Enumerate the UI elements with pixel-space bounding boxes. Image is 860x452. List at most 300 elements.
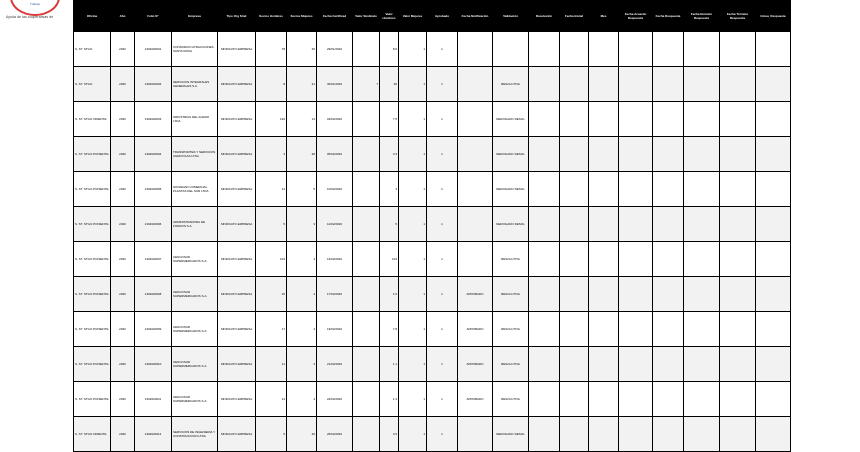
logo-caption: Ayuda de las cooperativas de: [6, 15, 54, 19]
cell-resol: [529, 207, 560, 242]
cell-folio: 1302020011: [135, 382, 172, 417]
cell-notif: [458, 207, 493, 242]
cell-folio: 1302020009: [135, 312, 172, 347]
cell-empty: [589, 102, 619, 137]
cell-valid: RESOLUTIVA: [493, 347, 529, 382]
column-header[interactable]: Fecha Acuerdo Respuesta: [619, 1, 653, 32]
cell-valor: [353, 312, 380, 347]
cell-empty: [756, 312, 791, 347]
cell-empty: [684, 242, 720, 277]
cell-folio: 1302020007: [135, 242, 172, 277]
cell-aprobado: 1: [427, 242, 458, 277]
cell-resol: [529, 347, 560, 382]
cell-vmujeres: 1: [399, 242, 427, 277]
cell-oficina: S. ST. STGO ORIENTE: [74, 417, 111, 452]
cell-empty: [619, 32, 653, 67]
cell-vhombres: 3.3: [380, 137, 399, 172]
cell-vhombres: 7.8: [380, 312, 399, 347]
cell-vmujeres: 1: [399, 417, 427, 452]
cell-aprobado: 1: [427, 382, 458, 417]
cell-empty: [619, 67, 653, 102]
cell-mujeres: 30: [287, 32, 317, 67]
cell-valid: DEROGADO RESOL: [493, 137, 529, 172]
cell-tipo: SINDICATO EMPRESA: [218, 277, 256, 312]
cell-empty: [720, 102, 756, 137]
cell-empty: [619, 277, 653, 312]
cell-empty: [653, 137, 684, 172]
cell-empty: [684, 207, 720, 242]
cell-empty: [653, 277, 684, 312]
cell-mujeres: 14: [287, 102, 317, 137]
cell-vhombres: 4.5: [380, 417, 399, 452]
cell-anio: 2020: [111, 417, 135, 452]
cell-empty: [589, 137, 619, 172]
cell-empty: [684, 67, 720, 102]
cell-empty: [589, 417, 619, 452]
cell-hombres: 5: [256, 207, 287, 242]
cell-empty: [560, 277, 589, 312]
cell-empty: [756, 172, 791, 207]
cell-mujeres: 5: [287, 172, 317, 207]
cell-empresa: ADMINISTRADORA DE FONDOS S.A.: [172, 207, 218, 242]
cell-empty: [653, 417, 684, 452]
cell-empty: [756, 137, 791, 172]
column-header[interactable]: Validación: [493, 1, 529, 32]
cell-folio: 1302020002: [135, 67, 172, 102]
cell-resol: [529, 137, 560, 172]
cell-empty: [720, 417, 756, 452]
cell-empty: [756, 102, 791, 137]
cell-empty: [756, 347, 791, 382]
cell-empty: [720, 312, 756, 347]
cell-resol: [529, 102, 560, 137]
cell-valid: RESOLUTIVA: [493, 382, 529, 417]
cell-aprobado: 1: [427, 312, 458, 347]
cell-tipo: SINDICATO EMPRESA: [218, 67, 256, 102]
institution-logo: [0, 0, 75, 22]
cell-folio: 1302020005: [135, 172, 172, 207]
cell-empty: [589, 32, 619, 67]
column-header[interactable]: Fecha Notificación: [458, 1, 493, 32]
cell-empty: [756, 67, 791, 102]
cell-valid: DEROGADO RESOL: [493, 172, 529, 207]
column-header[interactable]: Valor Sindicato: [353, 1, 380, 32]
column-header[interactable]: Año: [111, 1, 135, 32]
cell-folio: 1302020006: [135, 207, 172, 242]
cell-mujeres: 4: [287, 312, 317, 347]
cell-empresa: CENCOSUD SUPERMERCADOS S.A.: [172, 242, 218, 277]
cell-empty: [720, 242, 756, 277]
cell-empty: [589, 172, 619, 207]
cell-empty: [720, 67, 756, 102]
table-row[interactable]: [74, 242, 791, 277]
cell-tipo: SINDICATO EMPRESA: [218, 382, 256, 417]
cell-vmujeres: 1: [399, 102, 427, 137]
cell-empty: [619, 382, 653, 417]
cell-fecha: 12/02/2020: [317, 207, 353, 242]
cell-empty: [560, 67, 589, 102]
cell-oficina: S. ST. STGO PONIENTE: [74, 242, 111, 277]
cell-vmujeres: 1: [399, 277, 427, 312]
cell-tipo: SINDICATO EMPRESA: [218, 137, 256, 172]
cell-notif: [458, 32, 493, 67]
cell-empty: [653, 347, 684, 382]
cell-empty: [560, 312, 589, 347]
cell-resol: [529, 172, 560, 207]
cell-resol: [529, 67, 560, 102]
cell-empty: [756, 417, 791, 452]
cell-anio: 2020: [111, 137, 135, 172]
cell-notif: APROBADO: [458, 382, 493, 417]
cell-empresa: SOCIEDAD COMERCIAL PLANTAS DEL SUR LTDA: [172, 172, 218, 207]
cell-notif: APROBADO: [458, 277, 493, 312]
cell-vhombres: 8.6: [380, 32, 399, 67]
cell-valid: DEROGADO RESOL: [493, 207, 529, 242]
cell-valid: RESOLUTIVA: [493, 277, 529, 312]
cell-empty: [619, 312, 653, 347]
cell-empty: [560, 417, 589, 452]
cell-notif: [458, 67, 493, 102]
column-header[interactable]: Fecha Certificad: [317, 1, 353, 32]
cell-empresa: SERVICIOS INTEGRALES GENERALES S.A.: [172, 67, 218, 102]
cell-tipo: SINDICATO EMPRESA: [218, 312, 256, 347]
cell-oficina: S. ST. STGO PONIENTE: [74, 382, 111, 417]
cell-empty: [589, 67, 619, 102]
cell-valor: [353, 32, 380, 67]
cell-empty: [756, 207, 791, 242]
cell-empty: [560, 242, 589, 277]
cell-mujeres: 4: [287, 347, 317, 382]
column-header[interactable]: Mes: [589, 1, 619, 32]
cell-tipo: SINDICATO EMPRESA: [218, 417, 256, 452]
cell-resol: [529, 32, 560, 67]
cell-vhombres: 1.1: [380, 347, 399, 382]
cell-vmujeres: 1: [399, 382, 427, 417]
cell-tipo: SINDICATO EMPRESA: [218, 32, 256, 67]
cell-empty: [653, 172, 684, 207]
cell-vmujeres: 1: [399, 347, 427, 382]
cell-hombres: 15: [256, 277, 287, 312]
cell-empty: [619, 242, 653, 277]
cell-vmujeres: 1: [399, 312, 427, 347]
cell-tipo: SINDICATO EMPRESA: [218, 172, 256, 207]
table-row[interactable]: [74, 382, 791, 417]
cell-empty: [560, 102, 589, 137]
table-row[interactable]: [74, 417, 791, 452]
column-header[interactable]: Fecha Respuesta: [653, 1, 684, 32]
cell-hombres: 8: [256, 67, 287, 102]
cell-empty: [653, 312, 684, 347]
cell-resol: [529, 277, 560, 312]
cell-empresa: TRANSPORTES Y SERVICIOS AGRICOLAS LTDA: [172, 137, 218, 172]
cell-anio: 2020: [111, 207, 135, 242]
cell-empty: [560, 172, 589, 207]
cell-empty: [684, 32, 720, 67]
column-header[interactable]: Fecha Inicial: [560, 1, 589, 32]
cell-hombres: 5: [256, 417, 287, 452]
cell-notif: [458, 172, 493, 207]
cell-empty: [720, 137, 756, 172]
cell-tipo: SINDICATO EMPRESA: [218, 102, 256, 137]
cell-aprobado: 1: [427, 417, 458, 452]
cell-empty: [653, 102, 684, 137]
cell-valor: [353, 347, 380, 382]
cell-aprobado: 1: [427, 67, 458, 102]
cell-empresa: CONSORCIO ATRACCIONES SANTA ROSA: [172, 32, 218, 67]
cell-aprobado: 1: [427, 207, 458, 242]
cell-aprobado: 1: [427, 102, 458, 137]
cell-vhombres: 1.4: [380, 382, 399, 417]
cell-aprobado: 1: [427, 172, 458, 207]
cell-empty: [589, 277, 619, 312]
cell-aprobado: 1: [427, 277, 458, 312]
header-row: [74, 1, 791, 32]
cell-oficina: S. ST. STGO PONIENTE: [74, 137, 111, 172]
cell-vmujeres: 1: [399, 172, 427, 207]
cell-vhombres: 30: [380, 67, 399, 102]
cell-valor: [353, 417, 380, 452]
cell-tipo: SINDICATO EMPRESA: [218, 207, 256, 242]
cell-hombres: 120: [256, 102, 287, 137]
cell-resol: [529, 242, 560, 277]
cell-empty: [560, 207, 589, 242]
cell-resol: [529, 417, 560, 452]
column-header[interactable]: Fecha Emisión Respuesta: [684, 1, 720, 32]
cell-notif: [458, 137, 493, 172]
cell-folio: 1302020001: [135, 32, 172, 67]
cell-anio: 2020: [111, 382, 135, 417]
cell-notif: [458, 417, 493, 452]
cell-folio: 1302020008: [135, 277, 172, 312]
cell-oficina: S. ST. STGO PONIENTE: [74, 277, 111, 312]
cell-empty: [756, 277, 791, 312]
cell-empresa: INDUSTRIAS DEL ACERO LTDA: [172, 102, 218, 137]
cell-hombres: 78: [256, 32, 287, 67]
cell-valor: [353, 382, 380, 417]
cell-aprobado: 1: [427, 347, 458, 382]
cell-vmujeres: 1: [399, 207, 427, 242]
cell-valid: RESOLUTIVA: [493, 312, 529, 347]
cell-vhombres: 3: [380, 172, 399, 207]
cell-vmujeres: 1: [399, 32, 427, 67]
cell-empty: [653, 242, 684, 277]
cell-fecha: 03/02/2020: [317, 102, 353, 137]
cell-empty: [684, 277, 720, 312]
records-table: [73, 0, 791, 452]
cell-empty: [560, 32, 589, 67]
column-header[interactable]: Glosa_Respuesta: [756, 1, 791, 32]
cell-empty: [619, 102, 653, 137]
cell-valor: [353, 277, 380, 312]
cell-vhombres: 7.5: [380, 102, 399, 137]
cell-empty: [684, 382, 720, 417]
column-header[interactable]: Oficina: [74, 1, 111, 32]
table-row[interactable]: [74, 32, 791, 67]
table-body: [74, 32, 791, 452]
cell-tipo: SINDICATO EMPRESA: [218, 347, 256, 382]
cell-vmujeres: 1: [399, 67, 427, 102]
cell-empty: [560, 382, 589, 417]
cell-oficina: S. ST. STGO ORIENTE: [74, 102, 111, 137]
cell-empty: [684, 312, 720, 347]
cell-valid: DEROGADO RESOL: [493, 102, 529, 137]
cell-folio: 1302020003: [135, 102, 172, 137]
cell-valid: RESOLUTIVA: [493, 67, 529, 102]
cell-empty: [589, 242, 619, 277]
cell-fecha: 19/02/2020: [317, 312, 353, 347]
cell-vhombres: 5: [380, 207, 399, 242]
cell-empty: [720, 347, 756, 382]
cell-fecha: 29/01/2020: [317, 32, 353, 67]
logo-subtitle: Trabajo: [30, 2, 41, 6]
cell-oficina: S. ST. STGO PONIENTE: [74, 172, 111, 207]
cell-hombres: 103: [256, 242, 287, 277]
cell-valor: [353, 102, 380, 137]
cell-anio: 2020: [111, 102, 135, 137]
cell-tipo: SINDICATO EMPRESA: [218, 242, 256, 277]
cell-fecha: 05/02/2020: [317, 137, 353, 172]
cell-valid: DEROGADO RESOL: [493, 417, 529, 452]
cell-valor: 7: [353, 67, 380, 102]
cell-valid: RESOLUTIVA: [493, 242, 529, 277]
cell-empty: [619, 172, 653, 207]
cell-empty: [720, 172, 756, 207]
cell-mujeres: 40: [287, 417, 317, 452]
cell-notif: APROBADO: [458, 312, 493, 347]
cell-hombres: 17: [256, 312, 287, 347]
column-header[interactable]: Valor Hombres: [380, 1, 399, 32]
cell-oficina: S. ST. STGO PONIENTE: [74, 207, 111, 242]
cell-hombres: 14: [256, 382, 287, 417]
cell-empty: [619, 137, 653, 172]
cell-empty: [720, 277, 756, 312]
cell-empty: [653, 207, 684, 242]
cell-empty: [619, 417, 653, 452]
cell-notif: APROBADO: [458, 347, 493, 382]
cell-hombres: 14: [256, 172, 287, 207]
cell-empresa: CENCOSUD SUPERMERCADOS S.A.: [172, 312, 218, 347]
cell-fecha: 30/01/2020: [317, 67, 353, 102]
cell-fecha: 14/02/2020: [317, 242, 353, 277]
cell-anio: 2020: [111, 32, 135, 67]
cell-mujeres: 4: [287, 382, 317, 417]
cell-empty: [560, 137, 589, 172]
cell-oficina: S. ST. STGO PONIENTE: [74, 312, 111, 347]
column-header[interactable]: Fecha Término Respuesta: [720, 1, 756, 32]
table-row[interactable]: [74, 172, 791, 207]
cell-empty: [619, 347, 653, 382]
cell-empresa: CENCOSUD SUPERMERCADOS S.A.: [172, 382, 218, 417]
cell-empty: [589, 312, 619, 347]
cell-mujeres: 4: [287, 277, 317, 312]
table-row[interactable]: [74, 312, 791, 347]
cell-empty: [684, 172, 720, 207]
cell-empty: [653, 32, 684, 67]
cell-anio: 2020: [111, 277, 135, 312]
cell-empty: [560, 347, 589, 382]
cell-empty: [619, 207, 653, 242]
cell-empty: [589, 347, 619, 382]
cell-mujeres: 4: [287, 242, 317, 277]
cell-folio: 1302020004: [135, 137, 172, 172]
cell-empty: [720, 207, 756, 242]
cell-empresa: SERVICIOS DE INGENIERIA Y CONSTRUCCION LTDA: [172, 417, 218, 452]
cell-fecha: 21/02/2020: [317, 347, 353, 382]
cell-empty: [653, 67, 684, 102]
cell-anio: 2020: [111, 67, 135, 102]
cell-empty: [684, 137, 720, 172]
cell-aprobado: 1: [427, 137, 458, 172]
cell-valor: [353, 172, 380, 207]
cell-empresa: CENCOSUD SUPERMERCADOS S.A.: [172, 277, 218, 312]
column-header[interactable]: Resolución: [529, 1, 560, 32]
cell-folio: 1302020012: [135, 417, 172, 452]
cell-empty: [684, 102, 720, 137]
cell-empresa: CENCOSUD SUPERMERCADOS S.A.: [172, 347, 218, 382]
cell-anio: 2020: [111, 347, 135, 382]
cell-anio: 2020: [111, 312, 135, 347]
cell-notif: [458, 242, 493, 277]
cell-empty: [756, 242, 791, 277]
cell-notif: [458, 102, 493, 137]
cell-empty: [720, 32, 756, 67]
column-header[interactable]: Socios Hombres: [256, 1, 287, 32]
cell-vhombres: 1.5: [380, 277, 399, 312]
cell-fecha: 10/02/2020: [317, 172, 353, 207]
cell-empty: [684, 417, 720, 452]
column-header[interactable]: Empresa: [172, 1, 218, 32]
cell-empty: [684, 347, 720, 382]
cell-empty: [756, 382, 791, 417]
cell-anio: 2020: [111, 242, 135, 277]
cell-empty: [589, 207, 619, 242]
table-row[interactable]: [74, 347, 791, 382]
cell-empty: [756, 32, 791, 67]
cell-oficina: S. ST. STGO PONIENTE: [74, 347, 111, 382]
cell-mujeres: 3: [287, 207, 317, 242]
column-header[interactable]: Aprobado: [427, 1, 458, 32]
column-header[interactable]: Tipo Org Sind: [218, 1, 256, 32]
cell-empty: [720, 382, 756, 417]
column-header[interactable]: Folio N°: [135, 1, 172, 32]
table-row[interactable]: [74, 67, 791, 102]
cell-mujeres: 31: [287, 67, 317, 102]
cell-oficina: S. ST. STGO: [74, 67, 111, 102]
column-header[interactable]: Valor Mujeres: [399, 1, 427, 32]
cell-vmujeres: 1: [399, 137, 427, 172]
cell-hombres: 11: [256, 347, 287, 382]
table-row[interactable]: [74, 207, 791, 242]
cell-hombres: 3: [256, 137, 287, 172]
cell-valid: [493, 32, 529, 67]
cell-folio: 1302020010: [135, 347, 172, 382]
cell-resol: [529, 312, 560, 347]
cell-valor: [353, 137, 380, 172]
cell-resol: [529, 382, 560, 417]
table-row[interactable]: [74, 137, 791, 172]
cell-empty: [589, 382, 619, 417]
cell-valor: [353, 242, 380, 277]
cell-mujeres: 28: [287, 137, 317, 172]
column-header[interactable]: Socios Mujeres: [287, 1, 317, 32]
cell-anio: 2020: [111, 172, 135, 207]
cell-fecha: 17/02/2020: [317, 277, 353, 312]
table-row[interactable]: [74, 277, 791, 312]
cell-vhombres: 103: [380, 242, 399, 277]
cell-fecha: 26/02/2020: [317, 417, 353, 452]
table-row[interactable]: [74, 102, 791, 137]
cell-valor: [353, 207, 380, 242]
